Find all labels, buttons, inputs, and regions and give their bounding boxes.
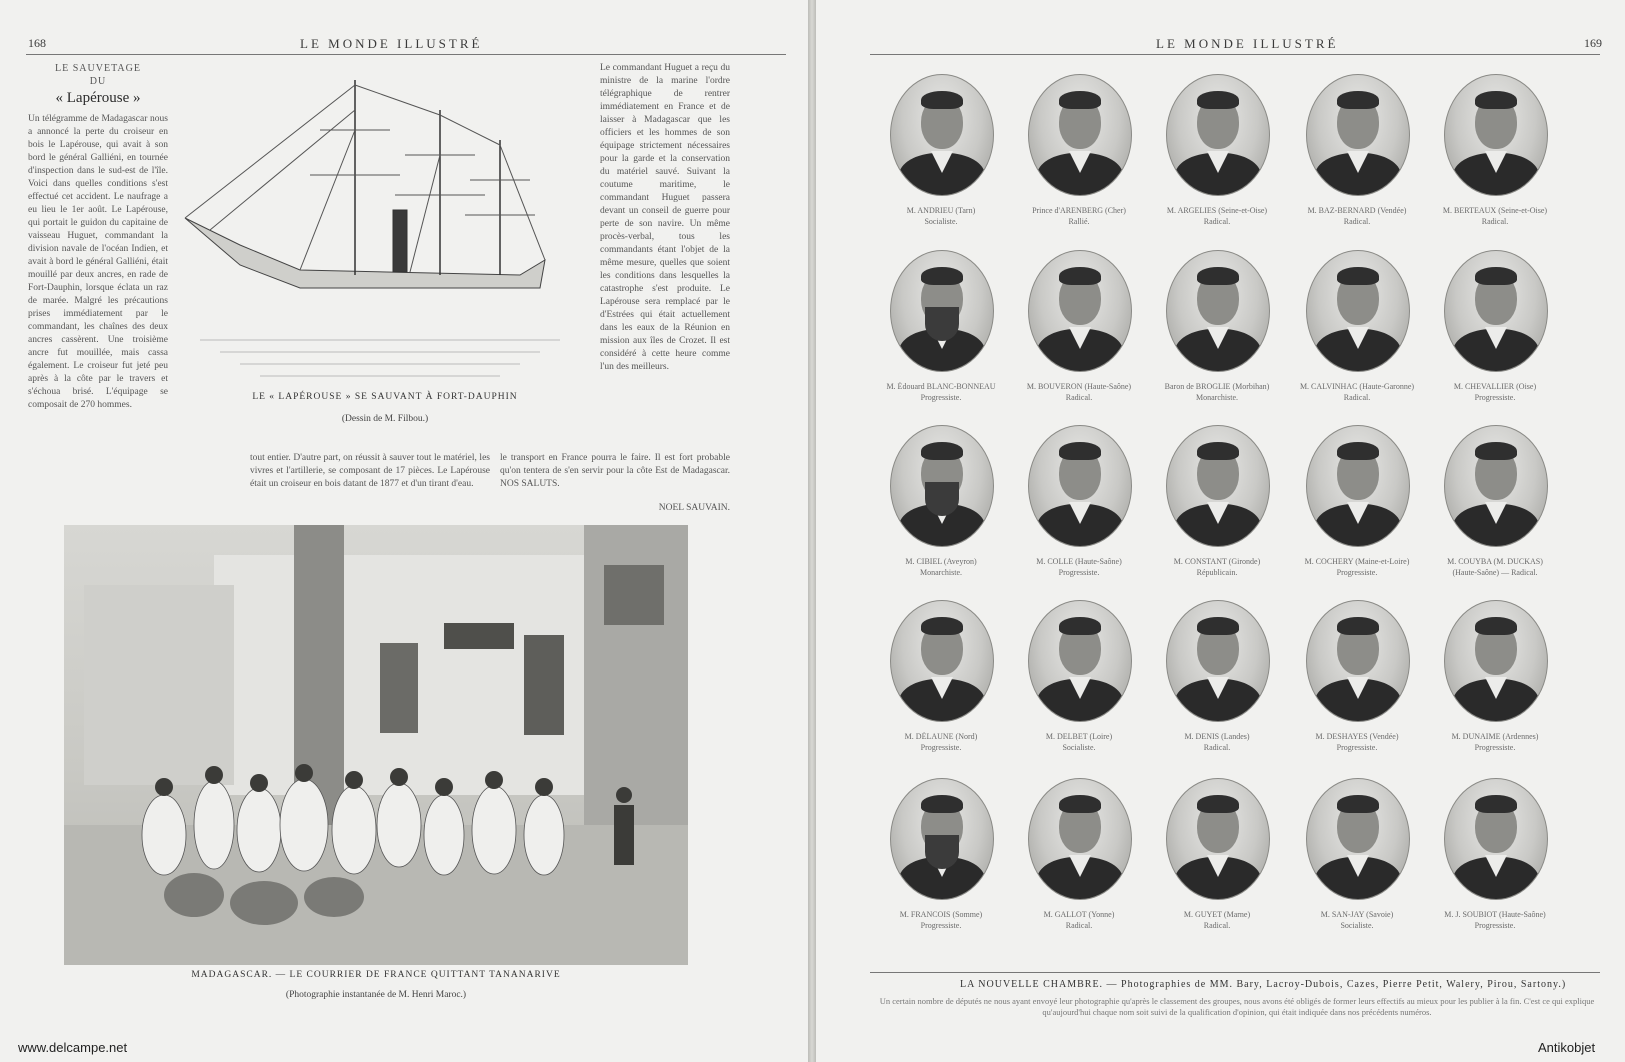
portrait-photo	[1166, 600, 1270, 722]
right-page	[816, 0, 1625, 1062]
portrait-photo	[890, 778, 994, 900]
portrait-card	[1424, 74, 1566, 226]
portrait-hair	[1337, 442, 1379, 460]
portrait-party: Socialiste.	[924, 217, 958, 226]
portrait-name: M. COLLE (Haute-Saône)	[1036, 557, 1122, 566]
portrait-name: M. Édouard BLANC-BONNEAU	[886, 382, 996, 391]
portrait-hair	[1059, 91, 1101, 109]
portrait-card	[1286, 250, 1428, 402]
portrait-party: Radical.	[1203, 217, 1231, 226]
photo-caption: MADAGASCAR. — LE COURRIER DE FRANCE QUITTANT TANANARIVE	[191, 970, 561, 980]
portrait-name: M. ARGELIES (Seine-et-Oise)	[1166, 206, 1268, 215]
portrait-photo	[890, 250, 994, 372]
portrait-party: Radical.	[1203, 921, 1231, 930]
ship-caption: LE « LAPÉROUSE » SE SAUVANT À FORT-DAUPHIN	[252, 392, 518, 402]
footer-rule	[870, 972, 1600, 973]
portrait-photo	[1306, 74, 1410, 196]
photo-credit: (Photographie instantanée de M. Henri Maroc.)	[285, 990, 467, 1000]
portrait-card	[1424, 425, 1566, 577]
header-rule	[26, 54, 786, 55]
portrait-photo	[890, 425, 994, 547]
portrait-party: Socialiste.	[1062, 743, 1096, 752]
portrait-beard	[925, 482, 959, 516]
portrait-party: Progressiste.	[1474, 743, 1516, 752]
portrait-photo	[890, 600, 994, 722]
portrait-photo	[1028, 600, 1132, 722]
portrait-party: Progressiste.	[920, 393, 962, 402]
portrait-party: Radical.	[1343, 217, 1371, 226]
portrait-hair	[1475, 267, 1517, 285]
article-bottom-b: le transport en France pourra le faire. Il est fort probable qu'on tentera de s'en servir pour la côte Est de Madagascar. NOS SALUTS.	[500, 453, 730, 489]
page-number: 168	[28, 36, 46, 50]
portrait-name: M. BAZ-BERNARD (Vendée)	[1307, 206, 1407, 215]
madagascar-photograph	[64, 525, 688, 965]
portrait-hair	[1337, 267, 1379, 285]
portrait-hair	[1197, 91, 1239, 109]
portrait-hair	[1059, 267, 1101, 285]
article-body-1: Un télégramme de Madagascar nous a annoncé la perte du croiseur en bois le Lapérouse, qui avait à son bord le général Galliéni, en tournée d'inspection dans le sud-est de l'île. Voici dans quelles conditions s'est effectué cet accident. Le naufrage a eu lieu le 1er août. Le Lapérouse, qui portait le guidon du capitaine de vaisseau Huguet, commandant la division navale de l'océan Indien, et avait à bord le général Galliéni, était mouillé par deux ancres, en rade de Fort-Dauphin, lorsque éclata un raz de marée. Malgré les précautions prises immédiatement par le commandant, les chaînes des deux ancres cassèrent. Une troisième ancre fut mouillée, mais cassa également. Le croiseur fut jeté peu après à la côte par le travers et s'échoua brisé. L'équipage se composait de 270 hommes.	[28, 114, 168, 410]
portrait-name: M. BERTEAUX (Seine-et-Oise)	[1442, 206, 1548, 215]
portrait-card	[870, 425, 1012, 577]
portrait-hair	[921, 91, 963, 109]
portrait-card	[1286, 778, 1428, 930]
portrait-photo	[1166, 74, 1270, 196]
book-gutter	[808, 0, 816, 1062]
portrait-card	[1008, 778, 1150, 930]
portrait-party: Progressiste.	[1058, 568, 1100, 577]
portrait-hair	[1059, 442, 1101, 460]
portrait-hair	[921, 267, 963, 285]
portrait-photo	[1306, 600, 1410, 722]
portrait-photo	[1028, 74, 1132, 196]
portrait-party: Radical.	[1065, 393, 1093, 402]
portrait-photo	[1444, 600, 1548, 722]
page-number: 169	[1584, 36, 1602, 50]
portrait-card	[1286, 600, 1428, 752]
portrait-card	[1146, 425, 1288, 577]
portrait-name: M. GALLOT (Yonne)	[1043, 910, 1115, 919]
portrait-card	[1424, 250, 1566, 402]
portrait-hair	[1059, 795, 1101, 813]
portrait-name: M. BOUVERON (Haute-Saône)	[1026, 382, 1132, 391]
street-scene	[64, 525, 688, 965]
running-head: LE MONDE ILLUSTRÉ	[1156, 36, 1339, 51]
article-column-right: Le commandant Huguet a reçu du ministre de la marine l'ordre télégraphique de rentrer immédiatement en France et de laisser à Madagascar que les officiers et les hommes de son équipage strictement nécessaires pour la garde et la conservation du matériel sauvé. Suivant la coutume maritime, le commandant Huguet passera devant un conseil de guerre pour perte de son navire. Un même procès-verbal, tous les commandants étant l'objet de la même mesure, quelles que soient les conditions dans lesquelles la catastrophe s'est produite. Le Lapérouse sera remplacé par le d'Estrées qui était actuellement dans les eaux de la Réunion en mission aux îles de Crozet. Il est considéré à cette heure comme l'un des meilleurs.	[600, 63, 730, 372]
portrait-photo	[1444, 250, 1548, 372]
ship-credit: (Dessin de M. Filbou.)	[341, 414, 429, 424]
portrait-photo	[1028, 250, 1132, 372]
portrait-name: M. CONSTANT (Gironde)	[1173, 557, 1261, 566]
portrait-name: M. DENIS (Landes)	[1184, 732, 1250, 741]
portrait-card	[870, 74, 1012, 226]
portrait-party: Radical.	[1203, 743, 1231, 752]
portrait-card	[1424, 778, 1566, 930]
portrait-card	[1008, 600, 1150, 752]
portrait-party: Progressiste.	[1336, 743, 1378, 752]
portrait-name: Prince d'ARENBERG (Cher)	[1032, 206, 1126, 215]
portrait-hair	[921, 442, 963, 460]
article-signature: NOEL SAUVAIN.	[658, 503, 730, 513]
article-title: « Lapérouse »	[55, 90, 141, 106]
portrait-party: Républicain.	[1196, 568, 1238, 577]
portrait-card	[870, 600, 1012, 752]
portrait-name: M. SAN-JAY (Savoie)	[1320, 910, 1394, 919]
portrait-name: M. ANDRIEU (Tarn)	[906, 206, 976, 215]
portrait-hair	[1197, 442, 1239, 460]
watermark-left: www.delcampe.net	[18, 1040, 128, 1055]
portrait-hair	[1197, 617, 1239, 635]
portrait-photo	[1028, 425, 1132, 547]
portrait-party: Progressiste.	[1474, 921, 1516, 930]
portrait-card	[1008, 74, 1150, 226]
portrait-card	[1008, 250, 1150, 402]
portrait-party: Rallié.	[1068, 217, 1090, 226]
portrait-name: M. J. SOUBIOT (Haute-Saône)	[1444, 910, 1546, 919]
portrait-card	[870, 250, 1012, 402]
portrait-photo	[1028, 778, 1132, 900]
portrait-hair	[1337, 795, 1379, 813]
portrait-party: Progressiste.	[920, 743, 962, 752]
portrait-name: M. COUYBA (M. DUCKAS)	[1447, 557, 1543, 566]
portrait-hair	[1475, 91, 1517, 109]
portrait-name: M. FRANCOIS (Somme)	[899, 910, 983, 919]
portrait-name: M. COCHERY (Maine-et-Loire)	[1304, 557, 1410, 566]
article-kicker: LE SAUVETAGE	[55, 63, 141, 74]
portrait-name: M. DÉLAUNE (Nord)	[904, 732, 978, 741]
ship-engraving	[180, 70, 590, 390]
portrait-name: Baron de BROGLIE (Morbihan)	[1164, 382, 1270, 391]
portrait-hair	[1197, 795, 1239, 813]
portrait-party: Socialiste.	[1340, 921, 1374, 930]
portrait-party: Radical.	[1343, 393, 1371, 402]
portrait-hair	[1475, 617, 1517, 635]
portrait-beard	[925, 835, 959, 869]
portrait-name: M. GUYET (Marne)	[1183, 910, 1251, 919]
watermark-right: Antikobjet	[1538, 1040, 1596, 1055]
article-column-left	[28, 62, 168, 452]
portrait-name: M. DELBET (Loire)	[1045, 732, 1113, 741]
portrait-hair	[921, 617, 963, 635]
article-bottom-a: tout entier. D'autre part, on réussit à sauver tout le matériel, les vivres et l'artillerie, se composant de 17 pièces. Le Lapérouse était un croiseur en bois datant de 1877 et d'un tirant d'eau.	[250, 453, 490, 489]
left-page	[0, 0, 808, 1062]
portrait-hair	[1337, 617, 1379, 635]
portrait-card	[1146, 250, 1288, 402]
portrait-hair	[1337, 91, 1379, 109]
portrait-hair	[1197, 267, 1239, 285]
portrait-card	[1146, 74, 1288, 226]
portrait-card	[1008, 425, 1150, 577]
portrait-party: Monarchiste.	[920, 568, 962, 577]
article-kicker-2: DU	[89, 76, 107, 87]
portrait-photo	[1166, 250, 1270, 372]
portrait-party: Progressiste.	[1336, 568, 1378, 577]
portrait-beard	[925, 307, 959, 341]
chamber-caption: LA NOUVELLE CHAMBRE. — Photographies de MM. Bary, Lacroy-Dubois, Cazes, Pierre Petit, Walery, Pirou, Sartony.)	[960, 979, 1567, 990]
portrait-card	[1146, 600, 1288, 752]
portrait-photo	[890, 74, 994, 196]
portrait-party: Radical.	[1065, 921, 1093, 930]
portrait-card	[1146, 778, 1288, 930]
portrait-photo	[1444, 778, 1548, 900]
portrait-party: Progressiste.	[920, 921, 962, 930]
chamber-note: Un certain nombre de députés ne nous ayant envoyé leur photographie qu'après le classement des groupes, nous avons été obligés de former leurs effectifs au mieux pour les publier à la fin. C'est ce qui explique qu'aujourd'hui chaque nom soit suivi de la qualification d'opinion, qui était indiquée dans nos précédents numéros.	[879, 996, 1595, 1017]
portrait-party: Monarchiste.	[1196, 393, 1238, 402]
header-rule	[870, 54, 1600, 55]
portrait-name: M. DESHAYES (Vendée)	[1315, 732, 1399, 741]
portrait-name: M. CALVINHAC (Haute-Garonne)	[1299, 382, 1415, 391]
portrait-photo	[1166, 425, 1270, 547]
portrait-party: (Haute-Saône) — Radical.	[1452, 568, 1538, 577]
portrait-card	[870, 778, 1012, 930]
portrait-name: M. CHEVALLIER (Oise)	[1453, 382, 1537, 391]
portrait-party: Radical.	[1481, 217, 1509, 226]
portrait-name: M. DUNAIME (Ardennes)	[1451, 732, 1539, 741]
portrait-hair	[1475, 442, 1517, 460]
portrait-party: Progressiste.	[1474, 393, 1516, 402]
portrait-photo	[1306, 778, 1410, 900]
portrait-photo	[1444, 425, 1548, 547]
portrait-photo	[1166, 778, 1270, 900]
portrait-name: M. CIBIEL (Aveyron)	[905, 557, 977, 566]
portrait-card	[1424, 600, 1566, 752]
portrait-hair	[921, 795, 963, 813]
portrait-card	[1286, 425, 1428, 577]
portrait-hair	[1059, 617, 1101, 635]
running-head: LE MONDE ILLUSTRÉ	[300, 36, 483, 51]
portrait-photo	[1444, 74, 1548, 196]
portrait-photo	[1306, 425, 1410, 547]
portrait-hair	[1475, 795, 1517, 813]
portrait-photo	[1306, 250, 1410, 372]
portrait-card	[1286, 74, 1428, 226]
